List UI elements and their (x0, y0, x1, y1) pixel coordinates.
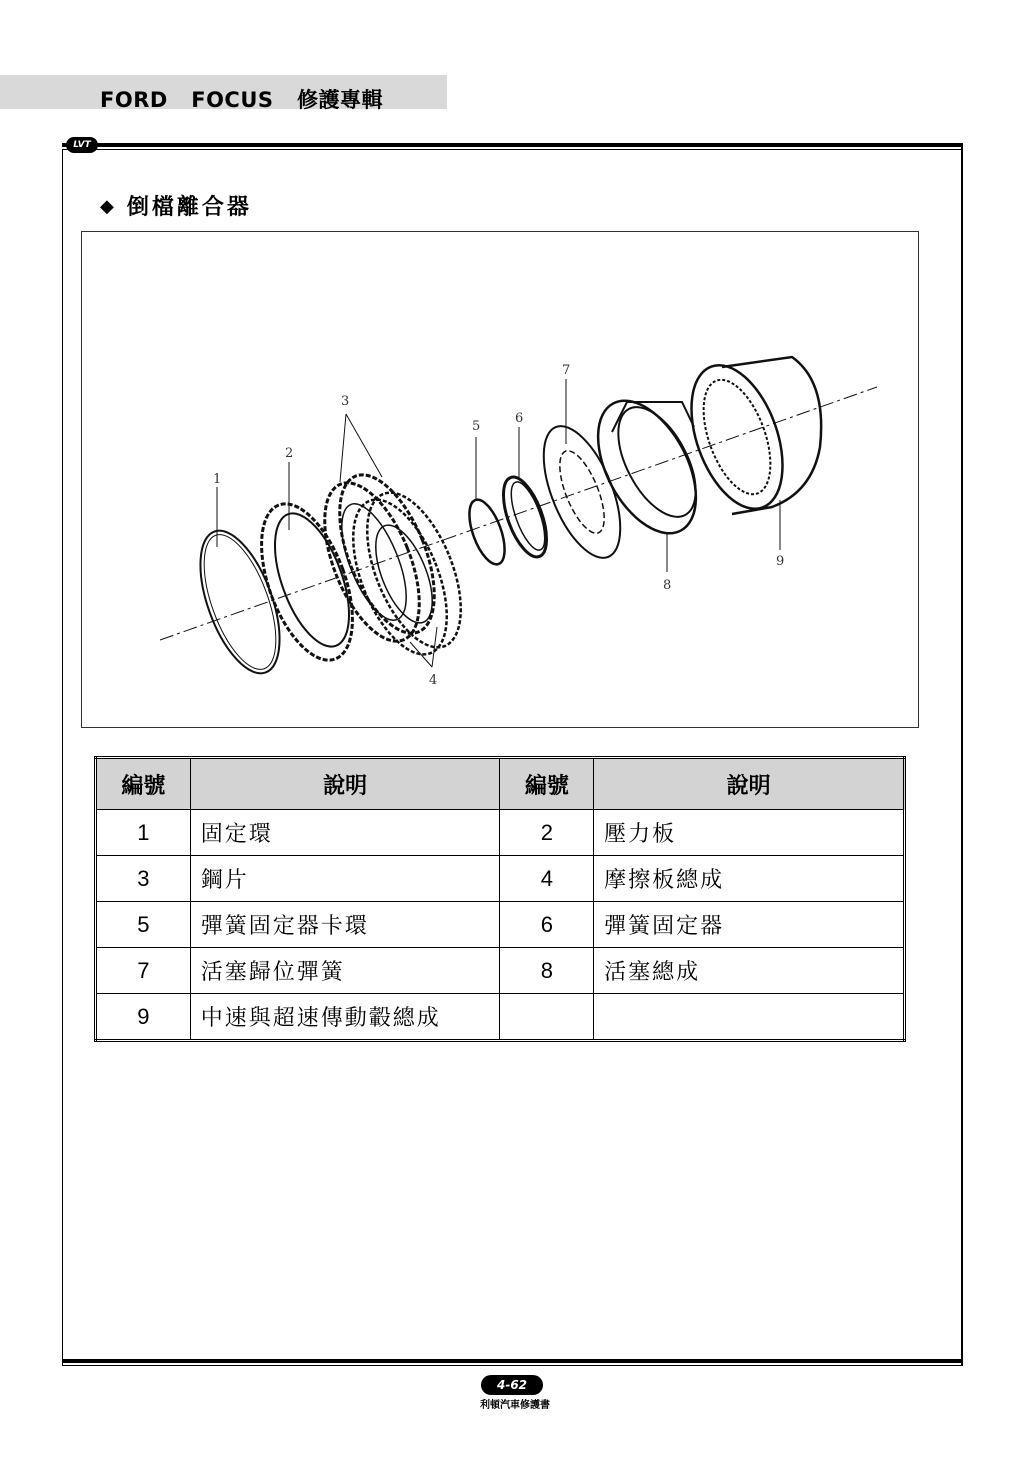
drum-front-shape (674, 353, 800, 521)
cell-number: 9 (96, 994, 191, 1041)
cell-description: 活塞歸位彈簧 (190, 948, 500, 994)
top-rule-thin (62, 149, 963, 150)
header-number-1: 編號 (96, 758, 191, 810)
callout-5: 5 (472, 419, 481, 434)
piston-rim-shape (612, 402, 694, 432)
diamond-bullet-icon: ◆ (100, 196, 117, 217)
frame-right (961, 143, 963, 1365)
logo-badge: LVT (66, 137, 98, 153)
top-rule (62, 143, 963, 147)
header-description-1: 說明 (190, 758, 500, 810)
cell-number: 5 (96, 902, 191, 948)
callout-1: 1 (213, 472, 222, 487)
callout-3-leader-a (340, 414, 346, 482)
exploded-diagram (81, 231, 919, 728)
header-title: FORD FOCUS 修護專輯 (100, 88, 383, 112)
callout-7: 7 (562, 363, 571, 378)
callout-4: 4 (429, 673, 438, 688)
section-title-text: 倒檔離合器 (126, 195, 252, 220)
callout-3: 3 (341, 394, 350, 409)
callout-2: 2 (285, 446, 294, 461)
cell-description: 彈簧固定器卡環 (190, 902, 500, 948)
frame-left (62, 150, 63, 1365)
section-title (100, 190, 252, 221)
cell-description: 摩擦板總成 (594, 856, 905, 902)
drum-spline-shape (690, 371, 784, 503)
callout-6: 6 (515, 411, 524, 426)
page-number-badge: 4-62 (481, 1375, 543, 1395)
cell-number: 1 (96, 810, 191, 856)
callout-3-leader-b (346, 414, 382, 477)
cell-description: 鋼片 (190, 856, 500, 902)
table-row (96, 902, 905, 948)
cell-number: 7 (96, 948, 191, 994)
bottom-rule (62, 1359, 963, 1363)
cell-number: 4 (500, 856, 594, 902)
cell-number: 3 (96, 856, 191, 902)
cell-description: 彈簧固定器 (594, 902, 905, 948)
exploded-diagram-drawing (82, 232, 918, 727)
cell-number: 2 (500, 810, 594, 856)
table-row (96, 948, 905, 994)
bottom-rule-thin (62, 1365, 963, 1366)
parts-table (94, 756, 906, 1042)
cell-number: 6 (500, 902, 594, 948)
drum-body-shape (722, 357, 821, 514)
header-number-2: 編號 (500, 758, 594, 810)
callout-8: 8 (663, 578, 672, 593)
callout-9: 9 (776, 554, 785, 569)
table-header-row (96, 758, 905, 810)
table-row (96, 994, 905, 1041)
header-description-2: 說明 (594, 758, 905, 810)
cell-number (500, 994, 594, 1041)
cell-description (594, 994, 905, 1041)
cell-description: 中速與超速傳動轂總成 (190, 994, 500, 1041)
table-row (96, 810, 905, 856)
retaining-ring-shape (184, 521, 295, 684)
cell-description: 固定環 (190, 810, 500, 856)
publisher-label: 利頓汽車修護書 (480, 1400, 550, 1411)
spring-retainer-inner-shape (504, 478, 551, 554)
cell-description: 活塞總成 (594, 948, 905, 994)
return-spring-inner-shape (551, 445, 614, 539)
cell-description: 壓力板 (594, 810, 905, 856)
table-row (96, 856, 905, 902)
cell-number: 8 (500, 948, 594, 994)
